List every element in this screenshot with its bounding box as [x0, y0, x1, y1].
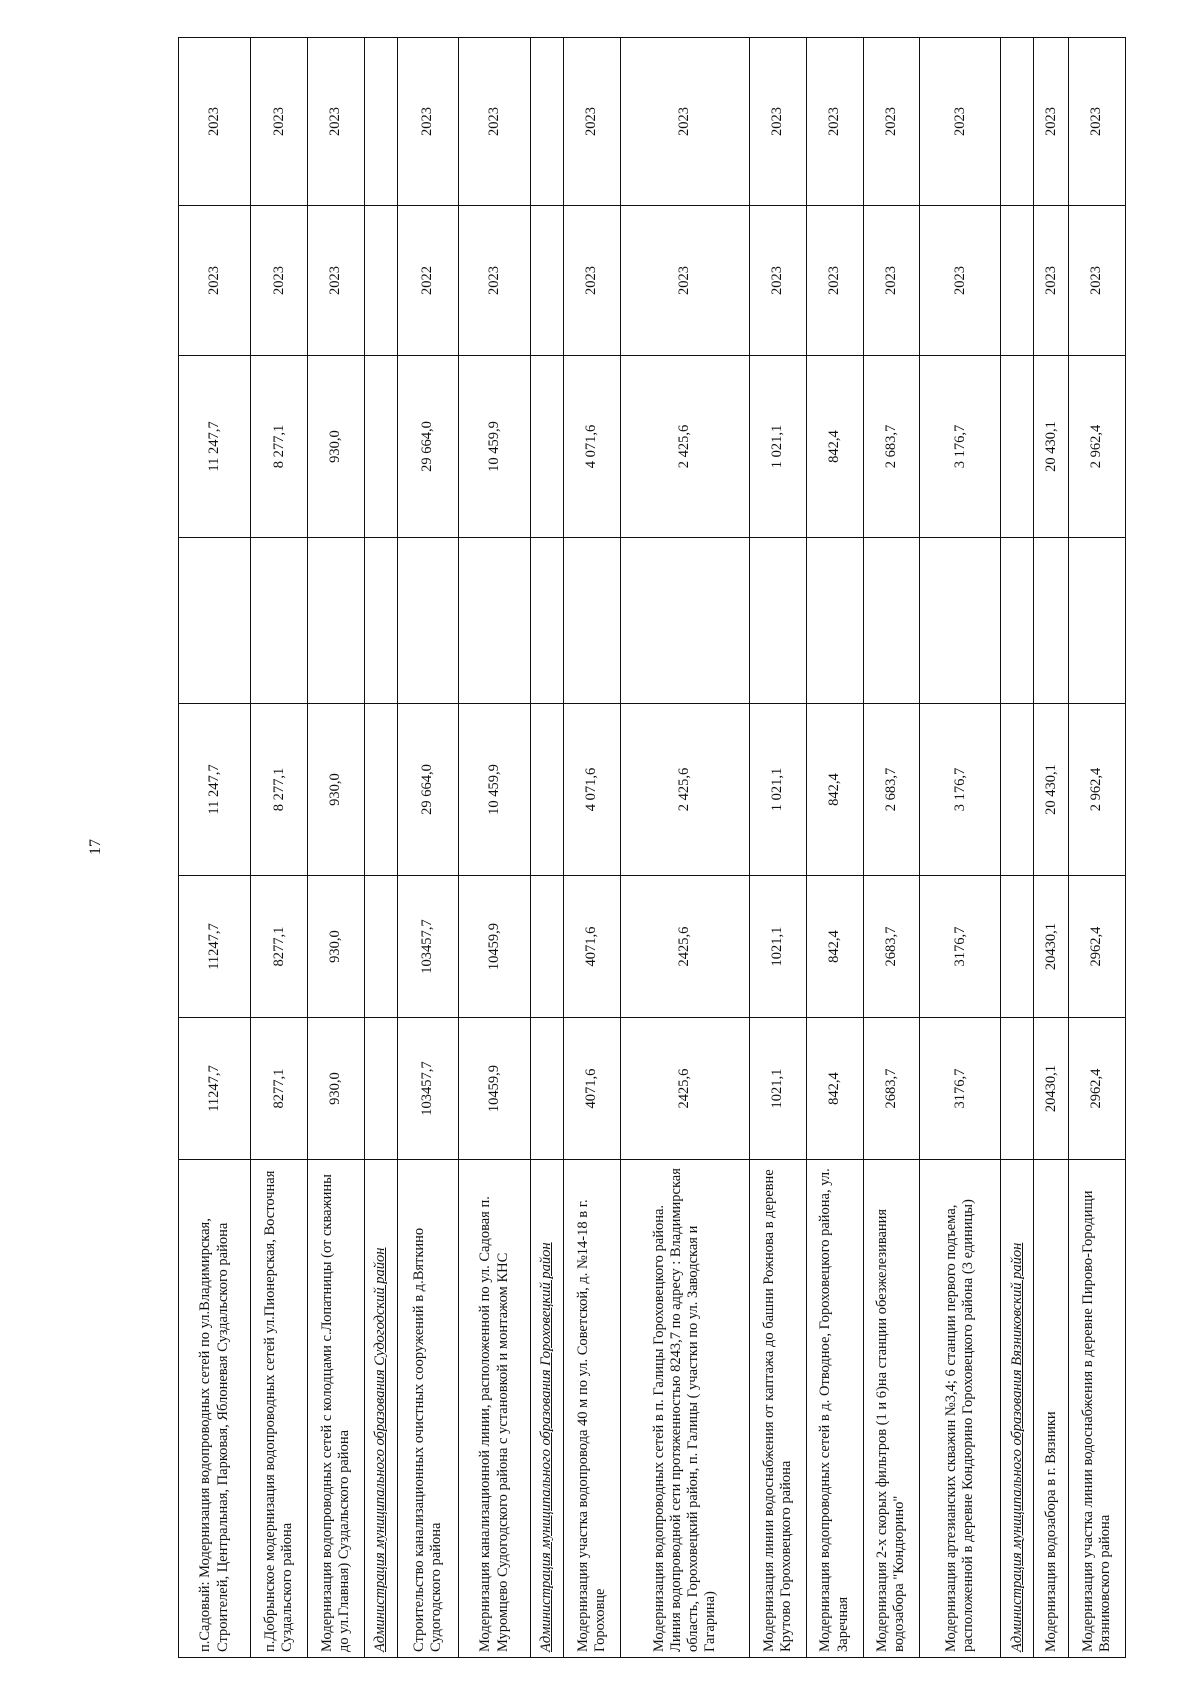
row-value-c1: 3176,7 — [920, 1018, 1001, 1160]
row-value-c7: 2023 — [458, 38, 530, 206]
row-value-c2: 2425,6 — [620, 876, 749, 1018]
row-description: Администрация муниципального образования Судогодский район — [364, 1160, 397, 1658]
row-value-c4 — [806, 538, 863, 704]
row-value-c1: 10459,9 — [458, 1018, 530, 1160]
table-row — [620, 38, 749, 1658]
row-value-c2: 1021,1 — [749, 876, 806, 1018]
row-value-c3: 10 459,9 — [458, 704, 530, 876]
row-value-c1: 1021,1 — [749, 1018, 806, 1160]
section-row — [1001, 38, 1034, 1658]
row-value-c5 — [1001, 356, 1034, 538]
row-value-c6: 2023 — [806, 206, 863, 356]
row-description: Модернизация участка водопровода 40 м по ул. Советской, д. №14-18 в г. Гороховце — [563, 1160, 620, 1658]
row-value-c3 — [364, 704, 397, 876]
table-row — [806, 38, 863, 1658]
row-description: п.Добрынское модернизация водопроводных сетей ул.Пионерская, Восточная Суздальского района — [251, 1160, 308, 1658]
row-value-c4 — [620, 538, 749, 704]
row-description: п.Садовый: Модернизация водопроводных сетей по ул.Владимирская, Строителей, Центральная, Парковая, Яблоневая Суздальского района — [179, 1160, 251, 1658]
table-row — [920, 38, 1001, 1658]
row-value-c4 — [920, 538, 1001, 704]
row-value-c4 — [1069, 538, 1126, 704]
row-value-c4 — [749, 538, 806, 704]
row-value-c7: 2023 — [308, 38, 365, 206]
row-value-c4 — [563, 538, 620, 704]
row-value-c3: 11 247,7 — [179, 704, 251, 876]
row-value-c7: 2023 — [920, 38, 1001, 206]
row-value-c5 — [364, 356, 397, 538]
row-description: Модернизация 2-х скорых фильтров (1 и 6)на станции обезжелезивания водозабора "Кондюрино" — [863, 1160, 920, 1658]
row-value-c6: 2023 — [863, 206, 920, 356]
row-value-c5: 8 277,1 — [251, 356, 308, 538]
row-description: Модернизация водозабора в г. Вязники — [1034, 1160, 1069, 1658]
row-description: Администрация муниципального образования Вязниковский район — [1001, 1160, 1034, 1658]
row-value-c6: 2023 — [563, 206, 620, 356]
section-row — [531, 38, 564, 1658]
row-description: Модернизация участка линии водоснабжения в деревне Пирово-Городищи Вязниковского района — [1069, 1160, 1126, 1658]
row-value-c7 — [1001, 38, 1034, 206]
row-value-c5 — [531, 356, 564, 538]
row-value-c3 — [1001, 704, 1034, 876]
row-value-c2: 11247,7 — [179, 876, 251, 1018]
table-row — [863, 38, 920, 1658]
row-value-c4 — [863, 538, 920, 704]
row-value-c3 — [531, 704, 564, 876]
row-value-c2: 930,0 — [308, 876, 365, 1018]
row-value-c2: 8277,1 — [251, 876, 308, 1018]
row-value-c5: 2 962,4 — [1069, 356, 1126, 538]
row-value-c3: 2 683,7 — [863, 704, 920, 876]
row-value-c5: 4 071,6 — [563, 356, 620, 538]
table-row — [251, 38, 308, 1658]
row-value-c7: 2023 — [179, 38, 251, 206]
row-value-c1: 11247,7 — [179, 1018, 251, 1160]
row-value-c3: 930,0 — [308, 704, 365, 876]
row-description: Модернизация линии водоснабжения от каптажа до башни Рожнова в деревне Крутово Гороховецкого района — [749, 1160, 806, 1658]
row-value-c5: 3 176,7 — [920, 356, 1001, 538]
row-description: Администрация муниципального образования Гороховецкий район — [531, 1160, 564, 1658]
row-description: Модернизация водопроводных сетей в д. Отводное, Гороховецкого района, ул. Заречная — [806, 1160, 863, 1658]
row-value-c1 — [1001, 1018, 1034, 1160]
row-value-c3: 29 664,0 — [397, 704, 458, 876]
rotated-table-container — [178, 38, 1126, 1658]
row-value-c3: 8 277,1 — [251, 704, 308, 876]
row-value-c5: 930,0 — [308, 356, 365, 538]
row-value-c1 — [531, 1018, 564, 1160]
row-value-c6 — [364, 206, 397, 356]
row-value-c2: 2683,7 — [863, 876, 920, 1018]
page-number: 17 — [87, 839, 104, 855]
row-value-c2: 2962,4 — [1069, 876, 1126, 1018]
row-value-c5: 842,4 — [806, 356, 863, 538]
row-value-c2: 4071,6 — [563, 876, 620, 1018]
row-value-c6: 2023 — [308, 206, 365, 356]
row-value-c6: 2023 — [458, 206, 530, 356]
row-value-c3: 842,4 — [806, 704, 863, 876]
row-value-c4 — [531, 538, 564, 704]
projects-table — [178, 37, 1126, 1658]
row-value-c1: 930,0 — [308, 1018, 365, 1160]
row-value-c7: 2023 — [749, 38, 806, 206]
row-value-c2: 20430,1 — [1034, 876, 1069, 1018]
row-value-c4 — [458, 538, 530, 704]
row-value-c2: 842,4 — [806, 876, 863, 1018]
row-value-c3: 2 425,6 — [620, 704, 749, 876]
row-value-c1: 4071,6 — [563, 1018, 620, 1160]
row-value-c7: 2023 — [620, 38, 749, 206]
row-value-c4 — [364, 538, 397, 704]
row-value-c1: 8277,1 — [251, 1018, 308, 1160]
row-value-c7: 2023 — [563, 38, 620, 206]
row-description: Модернизация артезианских скважин №3,4; 6 станции первого подъема, расположенной в деревне Кондюрино Гороховецкого района (3 единицы) — [920, 1160, 1001, 1658]
table-body — [179, 38, 1126, 1658]
table-row — [308, 38, 365, 1658]
row-value-c7: 2023 — [1069, 38, 1126, 206]
row-value-c5: 2 425,6 — [620, 356, 749, 538]
row-value-c6: 2023 — [920, 206, 1001, 356]
row-value-c6 — [1001, 206, 1034, 356]
row-value-c6: 2023 — [749, 206, 806, 356]
row-value-c6 — [531, 206, 564, 356]
row-value-c4 — [397, 538, 458, 704]
row-value-c5: 11 247,7 — [179, 356, 251, 538]
section-row — [364, 38, 397, 1658]
row-value-c6: 2023 — [1034, 206, 1069, 356]
row-value-c3: 4 071,6 — [563, 704, 620, 876]
row-value-c6: 2022 — [397, 206, 458, 356]
row-description: Строительство канализационных очистных сооружений в д.Вяткино Судогодского района — [397, 1160, 458, 1658]
row-value-c5: 2 683,7 — [863, 356, 920, 538]
table-row — [1069, 38, 1126, 1658]
table-row — [563, 38, 620, 1658]
row-value-c6: 2023 — [620, 206, 749, 356]
row-value-c6: 2023 — [179, 206, 251, 356]
row-description: Модернизация водопроводных сетей с колодцами с.Лопатницы (от скважины до ул.Главная) Суздальского района — [308, 1160, 365, 1658]
table-row — [458, 38, 530, 1658]
row-value-c7 — [531, 38, 564, 206]
row-value-c7: 2023 — [863, 38, 920, 206]
row-value-c1: 2962,4 — [1069, 1018, 1126, 1160]
row-description: Модернизация канализационной линии, расположенной по ул. Садовая п. Муромцево Судогодского района с установкой и монтажом КНС — [458, 1160, 530, 1658]
row-value-c1 — [364, 1018, 397, 1160]
row-value-c2: 3176,7 — [920, 876, 1001, 1018]
row-value-c1: 103457,7 — [397, 1018, 458, 1160]
row-value-c5: 10 459,9 — [458, 356, 530, 538]
row-value-c2 — [364, 876, 397, 1018]
row-value-c5: 20 430,1 — [1034, 356, 1069, 538]
row-value-c7 — [364, 38, 397, 206]
row-value-c1: 2425,6 — [620, 1018, 749, 1160]
row-value-c3: 2 962,4 — [1069, 704, 1126, 876]
table-row — [179, 38, 251, 1658]
row-value-c6: 2023 — [1069, 206, 1126, 356]
row-value-c6: 2023 — [251, 206, 308, 356]
row-value-c4 — [251, 538, 308, 704]
row-value-c3: 1 021,1 — [749, 704, 806, 876]
row-value-c1: 20430,1 — [1034, 1018, 1069, 1160]
row-value-c3: 20 430,1 — [1034, 704, 1069, 876]
row-value-c7: 2023 — [806, 38, 863, 206]
row-description: Модернизация водопроводных сетей в п. Галицы Гороховецкого района. Линия водопроводной сети протяженностью 8243,7 по адресу : Владимирская область, Гороховецкий район, п. Галицы ( участки по ул. Заводская и Гагарина) — [620, 1160, 749, 1658]
row-value-c7: 2023 — [1034, 38, 1069, 206]
row-value-c1: 2683,7 — [863, 1018, 920, 1160]
row-value-c2: 103457,7 — [397, 876, 458, 1018]
row-value-c7: 2023 — [397, 38, 458, 206]
row-value-c4 — [1001, 538, 1034, 704]
table-row — [1034, 38, 1069, 1658]
row-value-c5: 29 664,0 — [397, 356, 458, 538]
row-value-c4 — [308, 538, 365, 704]
table-row — [397, 38, 458, 1658]
row-value-c4 — [1034, 538, 1069, 704]
row-value-c3: 3 176,7 — [920, 704, 1001, 876]
row-value-c2: 10459,9 — [458, 876, 530, 1018]
row-value-c1: 842,4 — [806, 1018, 863, 1160]
row-value-c7: 2023 — [251, 38, 308, 206]
row-value-c2 — [531, 876, 564, 1018]
table-row — [749, 38, 806, 1658]
row-value-c4 — [179, 538, 251, 704]
row-value-c2 — [1001, 876, 1034, 1018]
row-value-c5: 1 021,1 — [749, 356, 806, 538]
